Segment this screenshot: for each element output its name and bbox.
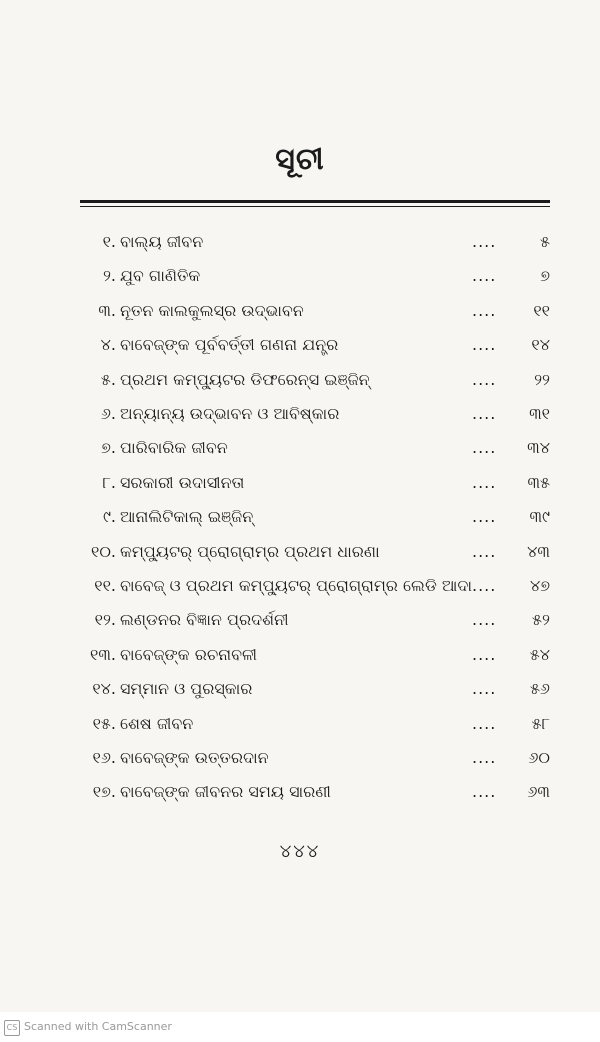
toc-title: ଅନ୍ୟାନ୍ୟ ଉଦ୍ଭାବନ ଓ ଆବିଷ୍କାର <box>120 404 340 423</box>
toc-title: ପାରିବାରିକ ଜୀବନ <box>120 438 228 458</box>
toc-title: କମ୍ପ୍ୟୁଟର୍ ପ୍ରୋଗ୍ରାମ୍‌ର ପ୍ରଥମ ଧାରଣା <box>120 541 380 561</box>
toc-row <box>0 710 600 738</box>
scanner-watermark-text: Scanned with CamScanner <box>24 1020 172 1033</box>
toc-page-number: ୩୫ <box>527 472 550 492</box>
toc-leader: .... <box>472 507 497 527</box>
toc-leader: .... <box>472 335 497 355</box>
toc-row <box>0 262 600 290</box>
toc-row <box>0 400 600 428</box>
toc-page-number: ୧୪ <box>531 335 550 355</box>
toc-page-number: ୨୨ <box>534 369 550 389</box>
toc-number: ୫. <box>100 369 116 389</box>
toc-page-number: ୭ <box>540 266 550 286</box>
toc-number: ୧୫. <box>92 713 116 733</box>
toc-row <box>0 503 600 531</box>
end-ornament: ୪୪୪ <box>279 841 321 862</box>
toc-page-number: ୫୨ <box>532 610 550 630</box>
toc-row <box>0 366 600 394</box>
toc-title: ସରକାରୀ ଉଦାସୀନତା <box>120 472 245 492</box>
toc-number: ୩. <box>98 300 116 320</box>
toc-leader: .... <box>472 713 497 733</box>
toc-number: ୧୩. <box>90 644 116 664</box>
toc-row <box>0 572 600 600</box>
toc-page-number: ୫୬ <box>529 679 550 699</box>
toc-leader: .... <box>472 644 497 664</box>
toc-leader: .... <box>472 472 497 492</box>
toc-row <box>0 606 600 634</box>
toc-row <box>0 744 600 772</box>
toc-number: ୪. <box>100 335 116 355</box>
toc-number: ୧୭. <box>92 782 116 802</box>
toc-page-number: ୬୦ <box>528 748 550 767</box>
toc-leader: .... <box>472 404 497 423</box>
title-rule-thin <box>80 206 550 207</box>
toc-number: ୧. <box>102 232 116 251</box>
toc-page-number: ୪୩ <box>527 541 550 561</box>
toc-page-number: ୩୧ <box>529 404 550 423</box>
toc-title: ବାବେଜ୍ ଓ ପ୍ରଥମ କମ୍ପ୍ୟୁଟର୍ ପ୍ରୋଗ୍ରାମ୍‌ର ଲେଡି ଆଦା <box>120 576 473 595</box>
toc-page-number: ୫୪ <box>529 644 550 664</box>
page-title: ସୂଚୀ <box>275 142 325 177</box>
toc-row <box>0 228 600 256</box>
toc-page-number: ୩୪ <box>527 438 550 458</box>
toc-row <box>0 331 600 359</box>
toc-page-number: ୧୧ <box>533 300 550 320</box>
toc-leader: .... <box>472 438 497 458</box>
toc-leader: .... <box>472 300 497 320</box>
toc-page-number: ୬୩ <box>527 782 550 802</box>
toc-title: ବାବେଜ୍‌ଙ୍କ ଜୀବନର ସମୟ ସାରଣୀ <box>120 782 331 802</box>
toc-title: ଆନାଲିଟିକାଲ୍ ଇଞ୍ଜିନ୍ <box>120 507 254 527</box>
toc-number: ୧୦. <box>90 541 116 561</box>
toc-leader: .... <box>472 369 497 389</box>
toc-leader: .... <box>472 748 497 767</box>
toc-page-number: ୪୭ <box>529 576 550 595</box>
toc-row <box>0 675 600 703</box>
toc-page-number: ୫ <box>540 232 550 251</box>
toc-title: ନୂତନ କାଲକୁଲସ୍‌ର ଉଦ୍ଭାବନ <box>120 300 304 320</box>
toc-leader: .... <box>472 679 497 699</box>
scanner-footer <box>0 1012 600 1042</box>
toc-number: ୭. <box>101 438 116 458</box>
toc-row <box>0 641 600 669</box>
toc-title: ବାବେଜ୍‌ଙ୍କ ଉତ୍ତରଦାନ <box>120 748 269 767</box>
toc-number: ୮. <box>102 472 116 492</box>
toc-row <box>0 778 600 806</box>
toc-row <box>0 538 600 566</box>
toc-title: ବାଲ୍ୟ ଜୀବନ <box>120 232 204 251</box>
toc-title: ଲଣ୍ଡନର ବିଜ୍ଞାନ ପ୍ରଦର୍ଶନୀ <box>120 610 289 630</box>
toc-leader: .... <box>472 541 497 561</box>
toc-leader: .... <box>472 782 497 802</box>
toc-number: ୯. <box>102 507 116 527</box>
toc-number: ୧୬. <box>92 748 116 767</box>
toc-number: ୬. <box>100 404 116 423</box>
toc-title: ଶେଷ ଜୀବନ <box>120 713 194 733</box>
toc-title: ବାବେଜ୍‌ଙ୍କ ରଚନାବଳୀ <box>120 644 258 664</box>
toc-title: ପ୍ରଥମ କମ୍ପ୍ୟୁଟର ଡିଫରେନ୍‌ସ ଇଞ୍ଜିନ୍ <box>120 369 370 389</box>
toc-page-number: ୩୯ <box>529 507 550 527</box>
camscanner-logo: CS <box>4 1020 20 1036</box>
toc-number: ୧୨. <box>94 610 116 630</box>
toc-number: ୧୪. <box>92 679 116 699</box>
toc-title: ସମ୍ମାନ ଓ ପୁରସ୍କାର <box>120 679 253 699</box>
toc-title: ଯୁବ ଗାଣିତିକ <box>120 266 201 286</box>
toc-leader: .... <box>472 232 497 251</box>
toc-row <box>0 297 600 325</box>
toc-leader: .... <box>472 266 497 286</box>
toc-page-number: ୫୮ <box>531 713 550 733</box>
toc-leader: .... <box>472 610 497 630</box>
toc-leader: .... <box>472 576 497 595</box>
title-rule-thick <box>80 200 550 203</box>
toc-title: ବାବେଜ୍‌ଙ୍କ ପୂର୍ବବର୍ତ୍ତୀ ଗଣନା ଯନ୍ତ୍ର <box>120 335 339 355</box>
toc-number: ୨. <box>102 266 116 286</box>
toc-number: ୧୧. <box>94 576 116 595</box>
toc-row <box>0 469 600 497</box>
toc-row <box>0 434 600 462</box>
